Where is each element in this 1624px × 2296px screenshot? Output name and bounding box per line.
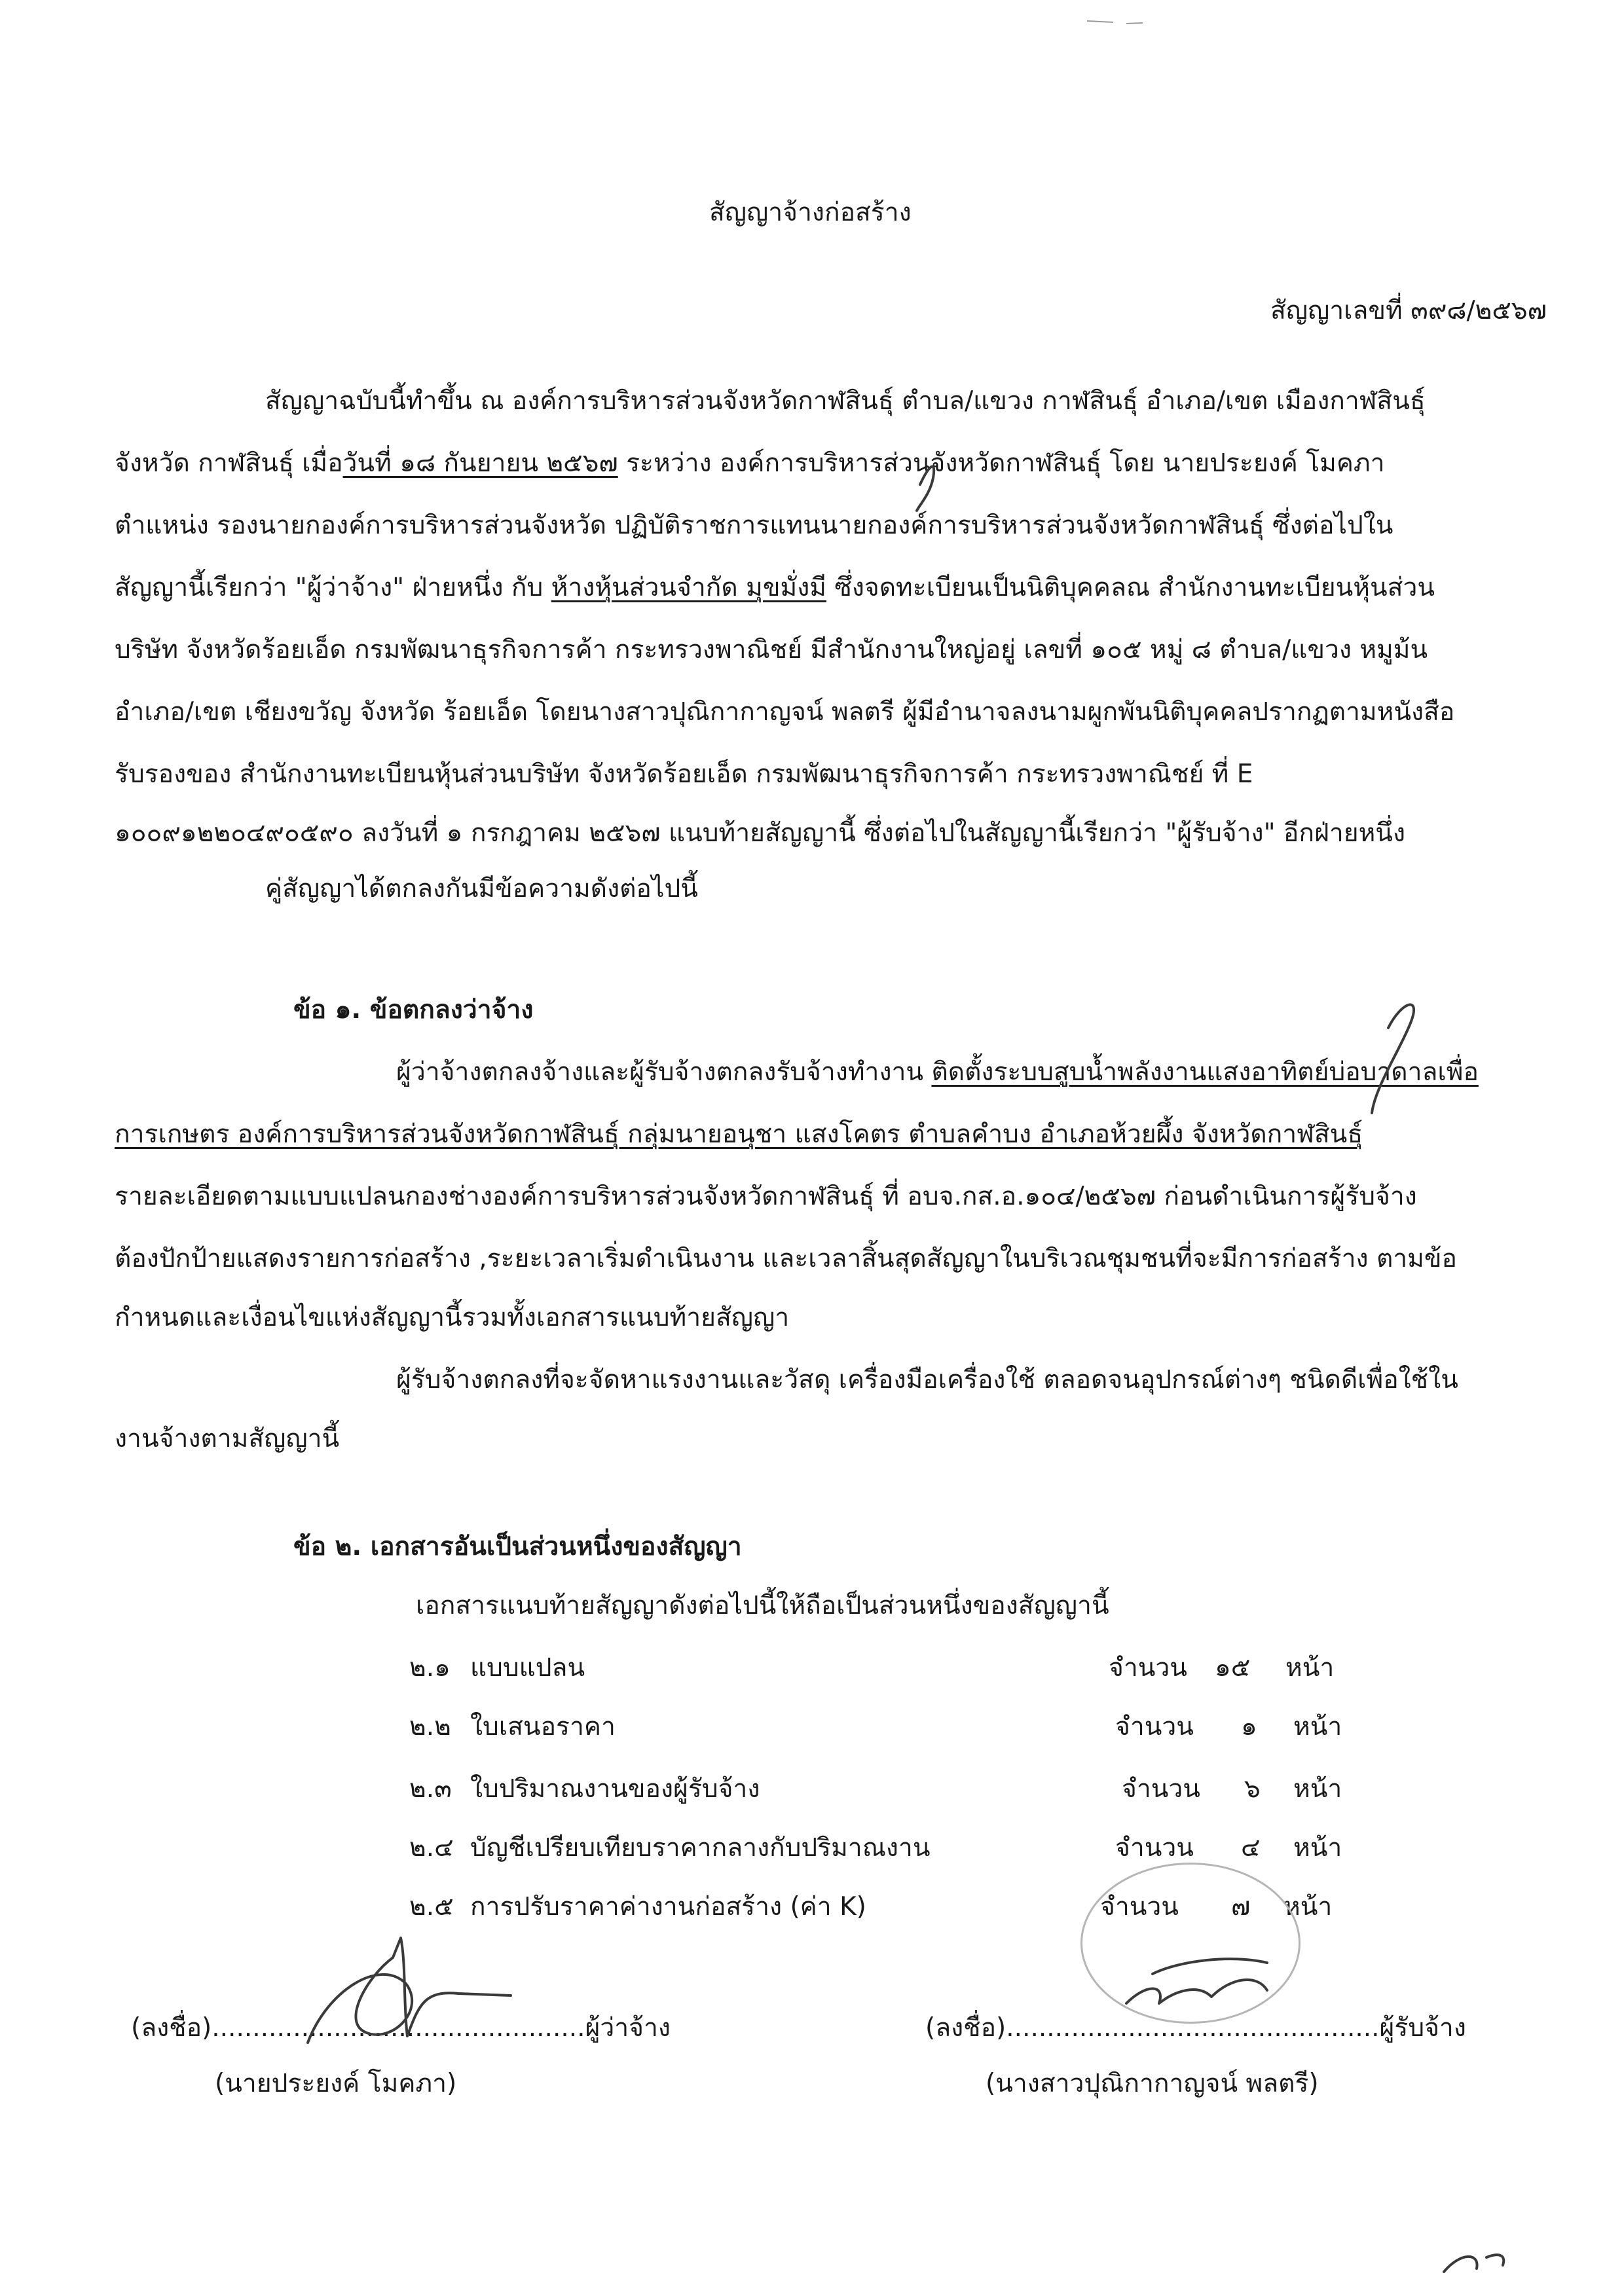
clause-1-line-3: รายละเอียดตามแบบแปลนกองช่างองค์การบริหารส่วนจังหวัดกาฬสินธุ์ ที่ อบจ.กส.อ.๑๐๔/๒๕๖๗ ก่อนดำเนินการผู้รับจ้าง [115,1182,1417,1211]
employer-name: (นายประยงค์ โมคภา) [215,2069,457,2098]
attachment-qty-label: จำนวน [1115,1833,1194,1863]
attachment-name: แบบแปลน [470,1653,585,1683]
intro-line-4-end: ซึ่งจดทะเบียนเป็นนิติบุคคลณ สำนักงานทะเบียนหุ้นส่วน [826,573,1435,602]
attachment-number: ๒.๒ [409,1712,451,1741]
document-title: สัญญาจ้างก่อสร้าง [709,198,912,227]
attachment-qty-label: จำนวน [1122,1774,1200,1804]
attachment-qty: ๑ [1241,1712,1257,1741]
clause-1-line-1 [396,1059,1479,1085]
intro-line-7: รับรองของ สำนักงานทะเบียนหุ้นส่วนบริษัท จังหวัดร้อยเอ็ด กรมพัฒนาธุรกิจการค้า กระทรวงพาณิชย์ ที่ E [115,759,1253,789]
contractor-signature-line: (ลงชื่อ)..............................................ผู้รับจ้าง [925,2013,1466,2043]
attachment-qty: ๔ [1241,1833,1261,1863]
attachment-number: ๒.๕ [409,1892,454,1922]
attachment-unit: หน้า [1293,1833,1342,1863]
clause-1-line-6: ผู้รับจ้างตกลงที่จะจัดหาแรงงานและวัสดุ เครื่องมือเครื่องใช้ ตลอดจนอุปกรณ์ต่างๆ ชนิดดีเพื่อใช้ใน [396,1365,1458,1394]
clause-2-intro: เอกสารแนบท้ายสัญญาดังต่อไปนี้ให้ถือเป็นส่วนหนึ่งของสัญญานี้ [416,1591,1109,1620]
clause-1-line-5: กำหนดและเงื่อนไขแห่งสัญญานี้รวมทั้งเอกสารแนบท้ายสัญญา [115,1303,790,1332]
intro-line-8: ๑๐๐๙๑๒๒๐๔๙๐๕๙๐ ลงวันที่ ๑ กรกฎาคม ๒๕๖๗ แนบท้ายสัญญานี้ ซึ่งต่อไปในสัญญานี้เรียกว่า "ผู้รับจ้าง" อีกฝ่ายหนึ่ง [115,818,1405,848]
intro-line-2-end: ระหว่าง องค์การบริหารส่วนจังหวัดกาฬสินธุ์ โดย นายประยงค์ โมคภา [618,448,1385,478]
attachment-unit: หน้า [1285,1653,1335,1683]
attachment-name: การปรับราคาค่างานก่อสร้าง (ค่า K) [470,1892,866,1922]
intro-line-9: คู่สัญญาได้ตกลงกันมีข้อความดังต่อไปนี้ [265,874,698,903]
attachment-qty: ๗ [1231,1892,1251,1922]
attachment-unit: หน้า [1293,1712,1342,1741]
intro-line-3: ตำแหน่ง รองนายกองค์การบริหารส่วนจังหวัด ปฏิบัติราชการแทนนายกองค์การบริหารส่วนจังหวัดกาฬสินธุ์ ซึ่งต่อไปใน [115,511,1393,540]
intro-line-6: อำเภอ/เขต เชียงขวัญ จังหวัด ร้อยเอ็ด โดยนางสาวปุณิกากาญจน์ พลตรี ผู้มีอำนาจลงนามผูกพันนิติบุคคลปรากฏตามหนังสือ [115,697,1455,727]
intro-line-2 [115,450,1385,476]
attachment-name: ใบปริมาณงานของผู้รับจ้าง [470,1774,760,1804]
attachment-qty-label: จำนวน [1115,1712,1194,1741]
clause-1-line-1-start: ผู้ว่าจ้างตกลงจ้างและผู้รับจ้างตกลงรับจ้างทำงาน [396,1057,932,1087]
contract-date: วันที่ ๑๘ กันยายน ๒๕๖๗ [342,448,618,478]
attachment-name: ใบเสนอราคา [470,1712,616,1741]
intro-line-4-start: สัญญานี้เรียกว่า "ผู้ว่าจ้าง" ฝ่ายหนึ่ง กับ [115,573,551,602]
attachment-name: บัญชีเปรียบเทียบราคากลางกับปริมาณงาน [470,1833,931,1863]
intro-line-1: สัญญาฉบับนี้ทำขึ้น ณ องค์การบริหารส่วนจังหวัดกาฬสินธุ์ ตำบล/แขวง กาฬสินธุ์ อำเภอ/เขต เมืองกาฬสินธุ์ [265,386,1426,416]
attachment-number: ๒.๓ [409,1774,452,1804]
attachment-unit: หน้า [1283,1892,1333,1922]
contract-number: สัญญาเลขที่ ๓๙๘/๒๕๖๗ [1270,296,1547,325]
clause-2-heading: ข้อ ๒. เอกสารอันเป็นส่วนหนึ่งของสัญญา [293,1532,742,1561]
clause-1-line-2: การเกษตร องค์การบริหารส่วนจังหวัดกาฬสินธุ์ กลุ่มนายอนุชา แสงโคตร ตำบลคำบง อำเภอห้วยผึ้ง จังหวัดกาฬสินธุ์ [115,1120,1363,1149]
attachment-qty-label: จำนวน [1100,1892,1179,1922]
intro-line-4 [115,575,1435,600]
contractor-company: ห้างหุ้นส่วนจำกัด มุขมั่งมี [551,573,826,602]
clause-1-line-7: งานจ้างตามสัญญานี้ [115,1424,340,1453]
attachment-number: ๒.๑ [409,1653,451,1683]
attachment-qty-label: จำนวน [1109,1653,1187,1683]
scan-mark [1087,21,1143,24]
contractor-name: (นางสาวปุณิกากาญจน์ พลตรี) [986,2069,1319,2098]
company-stamp [1080,1863,1301,2024]
clause-1-heading: ข้อ ๑. ข้อตกลงว่าจ้าง [293,995,534,1025]
attachment-unit: หน้า [1293,1774,1342,1804]
work-title: ติดตั้งระบบสูบน้ำพลังงานแสงอาทิตย์บ่อบาดาลเพื่อ [931,1057,1479,1087]
attachment-qty: ๖ [1244,1774,1261,1804]
initial-mark [1444,2255,1504,2272]
intro-line-5: บริษัท จังหวัดร้อยเอ็ด กรมพัฒนาธุรกิจการค้า กระทรวงพาณิชย์ มีสำนักงานใหญ่อยู่ เลขที่ ๑๐๕ หมู่ ๘ ตำบล/แขวง หมูม้น [115,635,1428,665]
clause-1-line-4: ต้องปักป้ายแสดงรายการก่อสร้าง ,ระยะเวลาเริ่มดำเนินงาน และเวลาสิ้นสุดสัญญาในบริเวณชุมชนที่จะมีการก่อสร้าง ตามข้อ [115,1244,1457,1273]
attachment-number: ๒.๔ [409,1833,454,1863]
intro-line-2-start: จังหวัด กาฬสินธุ์ เมื่อ [115,448,343,478]
employer-signature-line: (ลงชื่อ)..............................................ผู้ว่าจ้าง [131,2013,671,2043]
attachment-qty: ๑๕ [1215,1653,1251,1683]
